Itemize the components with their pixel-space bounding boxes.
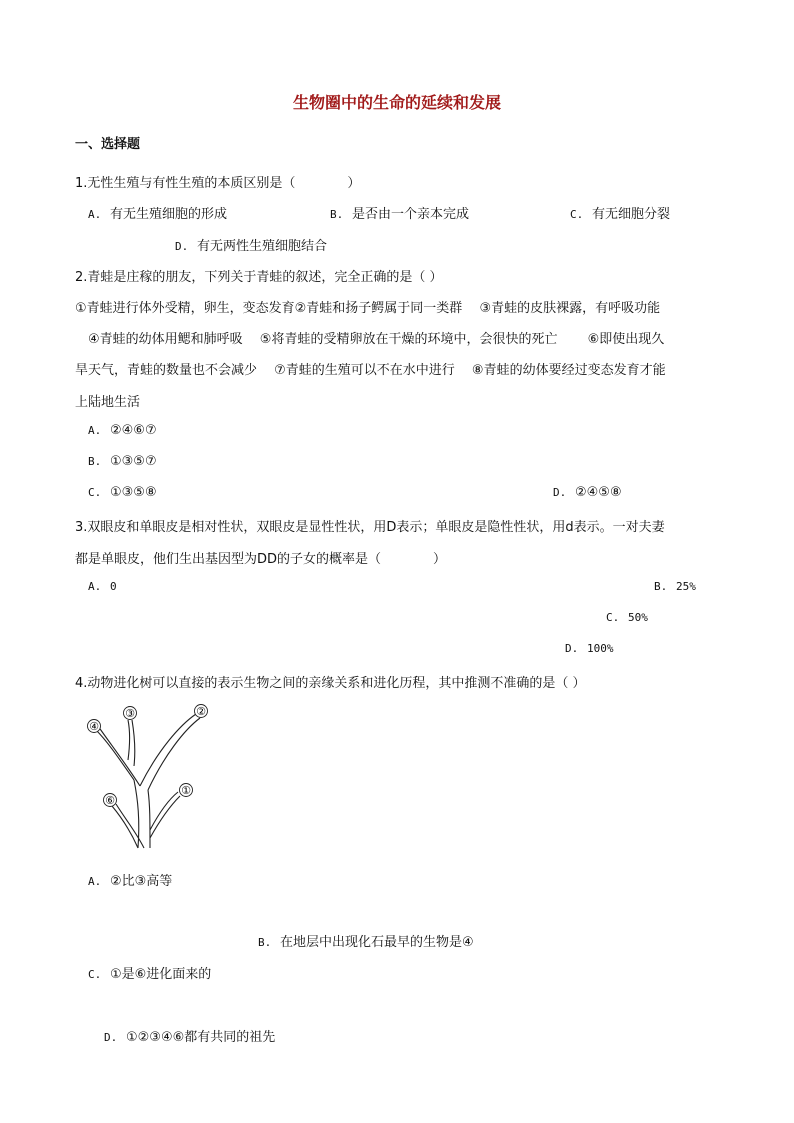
- option-text: ①是⑥进化面来的: [110, 967, 212, 982]
- question-1-stem: 1.无性生殖与有性生殖的本质区别是（ ）: [75, 176, 361, 191]
- q2-option-c[interactable]: [88, 485, 157, 500]
- option-text: 是否由一个亲本完成: [352, 207, 470, 222]
- q2-option-a[interactable]: [88, 423, 157, 438]
- option-letter: C.: [88, 968, 102, 981]
- option-letter: B.: [258, 936, 272, 949]
- option-letter: A.: [88, 580, 102, 593]
- option-text: ①③⑤⑦: [110, 454, 157, 469]
- option-letter: B.: [654, 580, 668, 593]
- option-letter: C.: [606, 611, 620, 624]
- option-letter: D.: [104, 1031, 118, 1044]
- option-text: 在地层中出现化石最早的生物是④: [280, 935, 474, 950]
- evolution-tree-diagram: [80, 700, 210, 850]
- option-text: ②④⑥⑦: [110, 423, 157, 438]
- q1-option-d[interactable]: [175, 235, 327, 254]
- q4-option-a[interactable]: [88, 870, 172, 889]
- option-text: 有无生殖细胞的形成: [110, 207, 228, 222]
- q1-option-c[interactable]: [570, 203, 670, 222]
- section-heading: 一、选择题: [75, 137, 141, 152]
- q2-option-b[interactable]: [88, 454, 157, 469]
- option-letter: D.: [553, 486, 567, 499]
- option-letter: C.: [570, 208, 584, 221]
- option-letter: A.: [88, 875, 102, 888]
- option-letter: D.: [565, 642, 579, 655]
- option-text: 0: [110, 580, 117, 593]
- q3-option-a[interactable]: [88, 580, 117, 593]
- question-2-stem: 2.青蛙是庄稼的朋友，下列关于青蛙的叙述，完全正确的是（ ）: [75, 270, 443, 285]
- q4-option-c[interactable]: [88, 963, 211, 982]
- option-letter: A.: [88, 208, 102, 221]
- question-2-statements: 上陆地生活: [75, 395, 141, 410]
- question-2-statements: 旱天气，青蛙的数量也不会减少 ⑦青蛙的生殖可以不在水中进行 ⑧青蛙的幼体要经过变态发育才能: [75, 363, 666, 378]
- question-2-statements: ①青蛙进行体外受精，卵生，变态发育②青蛙和扬子鳄属于同一类群 ③青蛙的皮肤裸露，有呼吸功能: [75, 301, 661, 316]
- option-text: ②比③高等: [110, 874, 173, 889]
- option-letter: C.: [88, 486, 102, 499]
- page-title: 生物圈中的生命的延续和发展: [292, 93, 501, 112]
- q3-option-c[interactable]: [606, 611, 648, 624]
- option-letter: D.: [175, 240, 189, 253]
- tree-label-2: ②: [196, 705, 206, 718]
- option-text: 有无两性生殖细胞结合: [197, 239, 328, 254]
- q2-option-d[interactable]: [553, 485, 622, 500]
- option-letter: B.: [330, 208, 344, 221]
- option-letter: A.: [88, 424, 102, 437]
- q3-option-b[interactable]: [654, 580, 696, 593]
- option-text: 50%: [628, 611, 648, 624]
- tree-label-1: ①: [181, 784, 191, 797]
- option-text: ①③⑤⑧: [110, 485, 157, 500]
- q4-option-b[interactable]: [258, 931, 474, 950]
- question-3-stem: 3.双眼皮和单眼皮是相对性状，双眼皮是显性性状，用D表示；单眼皮是隐性性状，用d表示。一对夫妻: [75, 520, 665, 535]
- tree-label-6: ⑥: [105, 794, 115, 807]
- q3-option-d[interactable]: [565, 642, 614, 655]
- option-text: 100%: [587, 642, 614, 655]
- option-text: ②④⑤⑧: [575, 485, 622, 500]
- question-3-stem: 都是单眼皮，他们生出基因型为DD的子女的概率是（ ）: [75, 552, 447, 567]
- tree-node-labels: [88, 705, 208, 808]
- tree-label-4: ④: [89, 720, 99, 733]
- option-letter: B.: [88, 455, 102, 468]
- question-2-statements: ④青蛙的幼体用鳃和肺呼吸 ⑤将青蛙的受精卵放在干燥的环境中，会很快的死亡 ⑥即使出现久: [75, 332, 665, 347]
- tree-label-3: ③: [125, 707, 135, 720]
- option-text: 25%: [676, 580, 696, 593]
- option-text: ①②③④⑥都有共同的祖先: [126, 1030, 276, 1045]
- option-text: 有无细胞分裂: [592, 207, 671, 222]
- question-4-stem: 4.动物进化树可以直接的表示生物之间的亲缘关系和进化历程，其中推测不准确的是（ ）: [75, 676, 586, 691]
- q4-option-d[interactable]: [104, 1026, 275, 1045]
- q1-option-b[interactable]: [330, 203, 469, 222]
- q1-option-a[interactable]: [88, 203, 227, 222]
